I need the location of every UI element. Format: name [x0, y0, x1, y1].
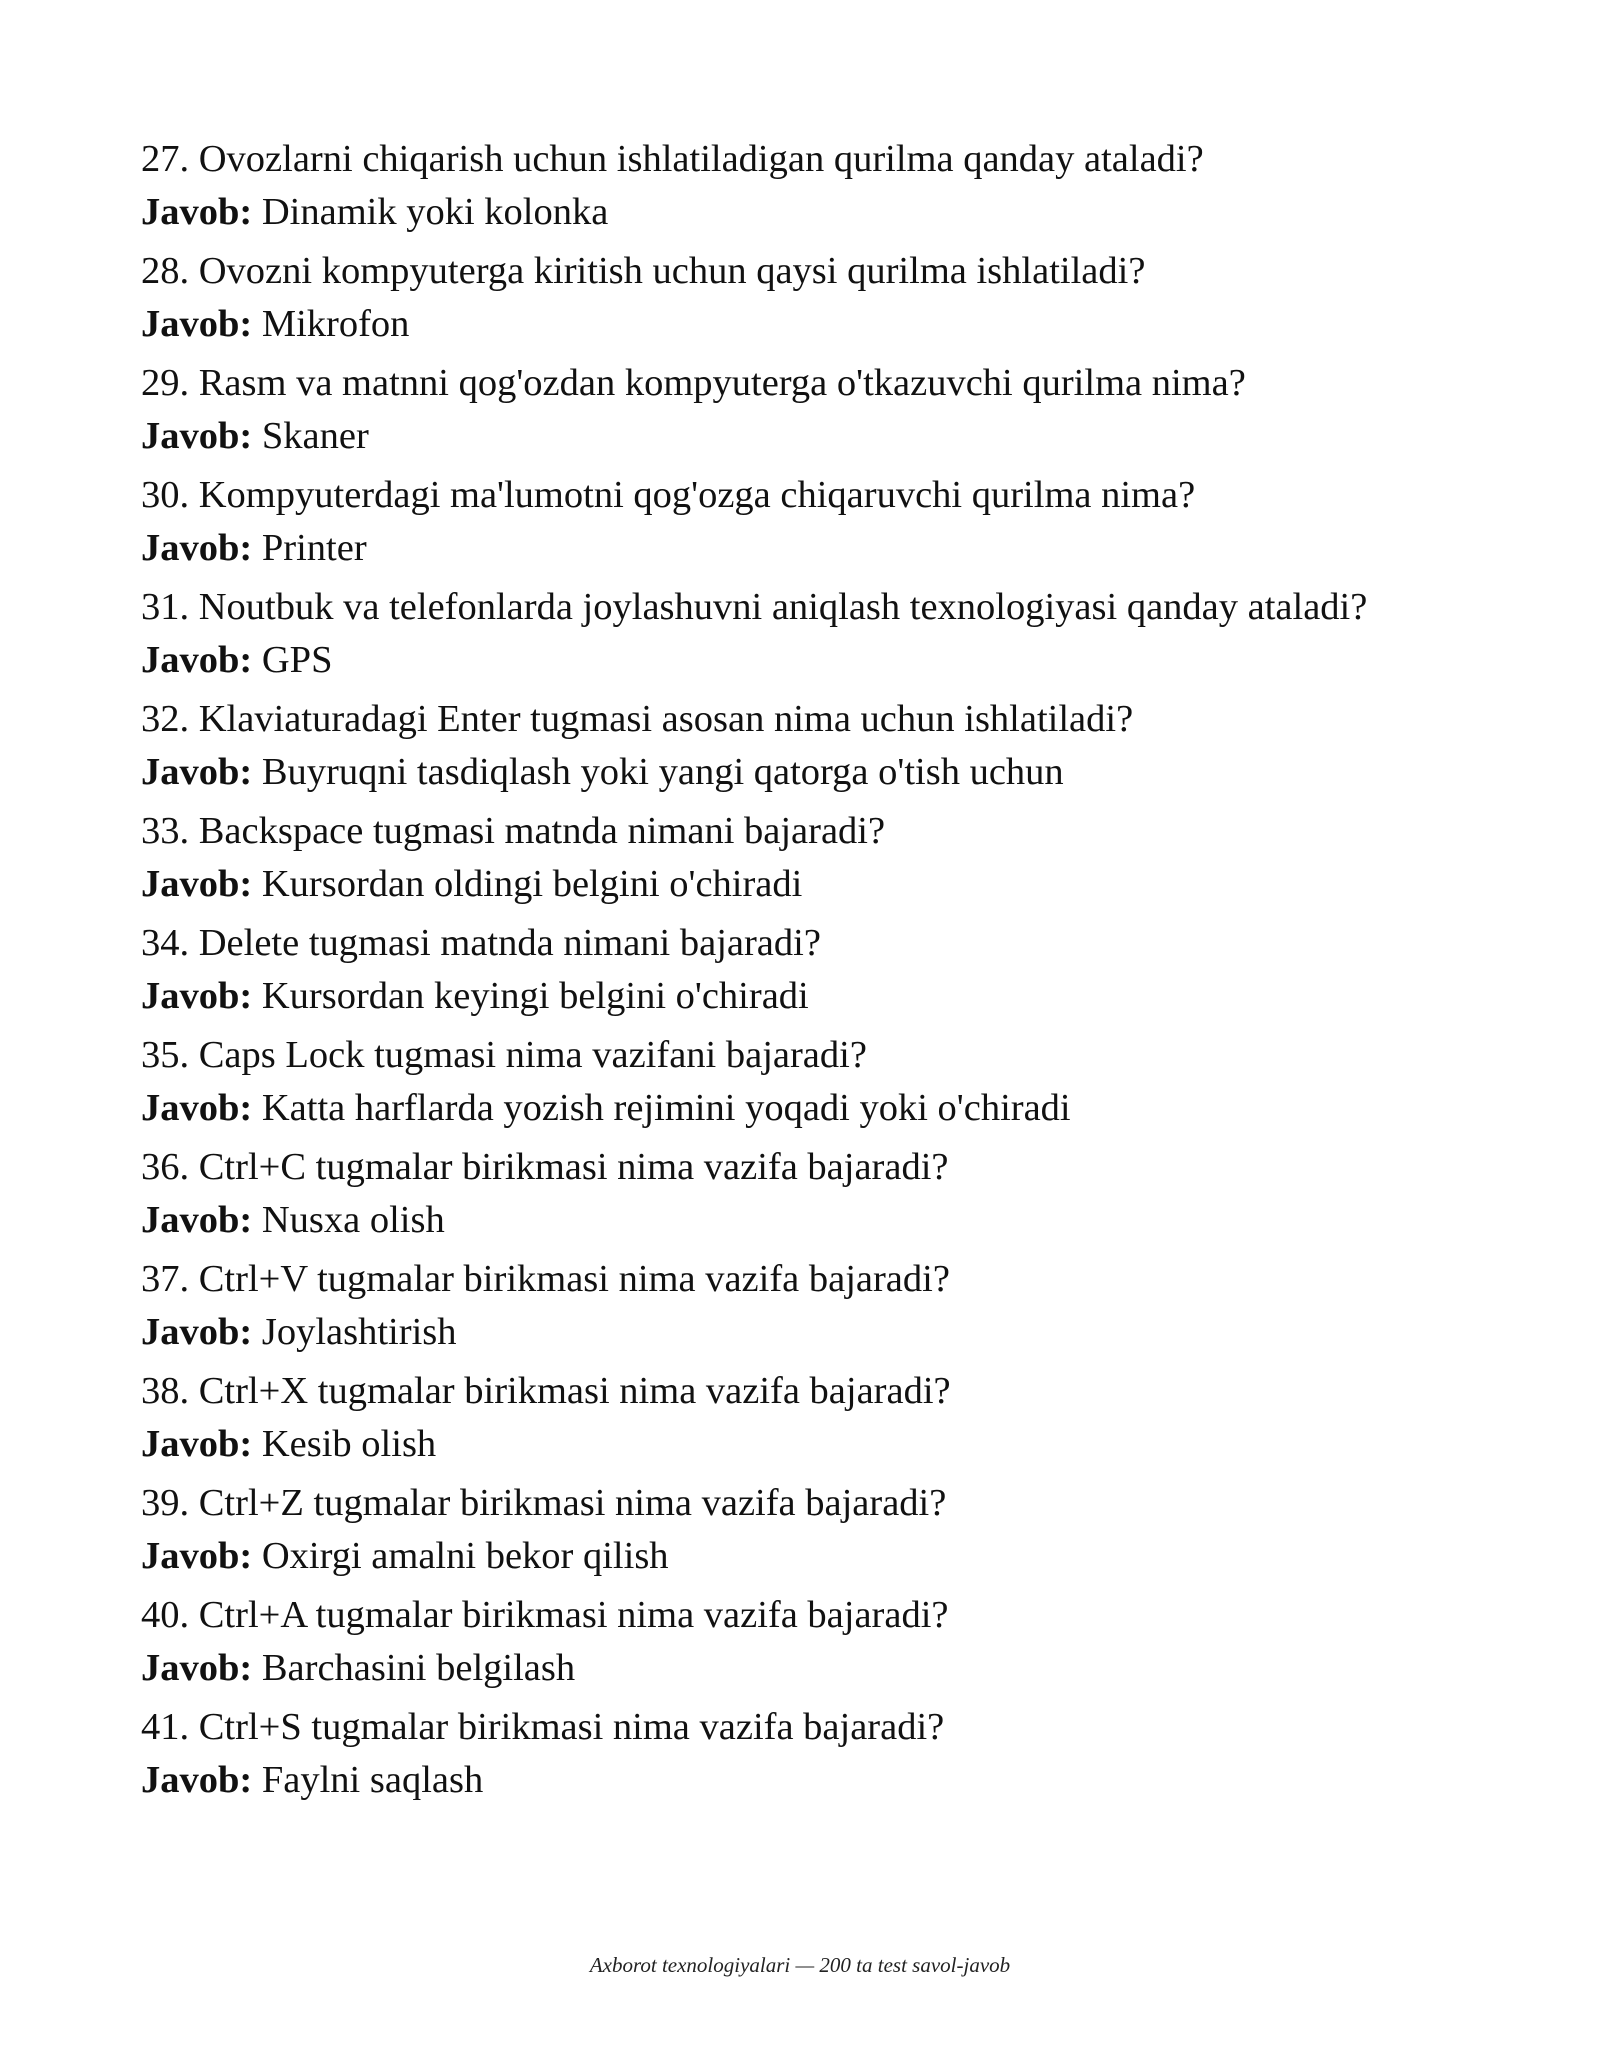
page-footer: Axborot texnologiyalari — 200 ta test savol-javob [589, 1953, 1011, 1977]
question-text: 38. Ctrl+X tugmalar birikmasi nima vazifa bajaradi? [141, 1370, 951, 1412]
question-text: 32. Klaviaturadagi Enter tugmasi asosan nima uchun ishlatiladi? [141, 698, 1134, 740]
answer-label: Javob: [141, 1535, 253, 1577]
qa-item [141, 1029, 1371, 1135]
answer-label: Javob: [141, 863, 253, 905]
answer-label: Javob: [141, 1311, 253, 1353]
qa-item [141, 1701, 1371, 1807]
question-text: 28. Ovozni kompyuterga kiritish uchun qaysi qurilma ishlatiladi? [141, 250, 1146, 292]
answer-text: Printer [261, 527, 367, 569]
question-text: 40. Ctrl+A tugmalar birikmasi nima vazifa bajaradi? [141, 1594, 949, 1636]
answer-text: Dinamik yoki kolonka [261, 191, 609, 233]
answer-text: Mikrofon [261, 303, 410, 345]
answer-text: Kursordan keyingi belgini o'chiradi [261, 975, 809, 1017]
answer-text: Nusxa olish [261, 1199, 445, 1241]
answer-text: Kesib olish [261, 1423, 437, 1465]
answer-text: Faylni saqlash [261, 1759, 484, 1801]
question-text: 31. Noutbuk va telefonlarda joylashuvni aniqlash texnologiyasi qanday ataladi? [141, 586, 1368, 628]
qa-item [141, 1253, 1371, 1359]
question-text: 30. Kompyuterdagi ma'lumotni qog'ozga chiqaruvchi qurilma nima? [141, 474, 1196, 516]
qa-list [141, 133, 1371, 1813]
answer-line [141, 858, 1371, 911]
qa-item [141, 1365, 1371, 1471]
answer-line [141, 1642, 1371, 1695]
answer-label: Javob: [141, 1647, 253, 1689]
answer-label: Javob: [141, 191, 253, 233]
qa-item [141, 469, 1371, 575]
answer-line [141, 634, 1371, 687]
answer-text: GPS [261, 639, 333, 681]
question-text: 36. Ctrl+C tugmalar birikmasi nima vazifa bajaradi? [141, 1146, 949, 1188]
answer-label: Javob: [141, 639, 253, 681]
question-text: 35. Caps Lock tugmasi nima vazifani bajaradi? [141, 1034, 867, 1076]
answer-label: Javob: [141, 1423, 253, 1465]
answer-line [141, 186, 1371, 239]
answer-text: Oxirgi amalni bekor qilish [261, 1535, 669, 1577]
question-text: 27. Ovozlarni chiqarish uchun ishlatiladigan qurilma qanday ataladi? [141, 138, 1204, 180]
qa-item [141, 1141, 1371, 1247]
question-text: 33. Backspace tugmasi matnda nimani bajaradi? [141, 810, 886, 852]
question-text: 39. Ctrl+Z tugmalar birikmasi nima vazifa bajaradi? [141, 1482, 947, 1524]
answer-line [141, 298, 1371, 351]
answer-line [141, 1754, 1371, 1807]
answer-text: Skaner [261, 415, 369, 457]
answer-label: Javob: [141, 1199, 253, 1241]
qa-item [141, 693, 1371, 799]
qa-item [141, 1589, 1371, 1695]
qa-item [141, 917, 1371, 1023]
answer-text: Barchasini belgilash [261, 1647, 576, 1689]
answer-text: Kursordan oldingi belgini o'chiradi [261, 863, 803, 905]
answer-label: Javob: [141, 1087, 253, 1129]
qa-item [141, 1477, 1371, 1583]
answer-label: Javob: [141, 1759, 253, 1801]
qa-item [141, 805, 1371, 911]
qa-item [141, 581, 1371, 687]
answer-line [141, 970, 1371, 1023]
answer-label: Javob: [141, 975, 253, 1017]
answer-line [141, 746, 1371, 799]
answer-line [141, 1194, 1371, 1247]
answer-line [141, 410, 1371, 463]
answer-label: Javob: [141, 415, 253, 457]
question-text: 29. Rasm va matnni qog'ozdan kompyuterga o'tkazuvchi qurilma nima? [141, 362, 1246, 404]
question-text: 41. Ctrl+S tugmalar birikmasi nima vazifa bajaradi? [141, 1706, 945, 1748]
qa-item [141, 245, 1371, 351]
answer-text: Joylashtirish [261, 1311, 457, 1353]
answer-line [141, 1306, 1371, 1359]
qa-item [141, 357, 1371, 463]
answer-text: Katta harflarda yozish rejimini yoqadi yoki o'chiradi [261, 1087, 1071, 1129]
answer-line [141, 1082, 1371, 1135]
answer-label: Javob: [141, 751, 253, 793]
answer-label: Javob: [141, 527, 253, 569]
question-text: 37. Ctrl+V tugmalar birikmasi nima vazifa bajaradi? [141, 1258, 950, 1300]
answer-label: Javob: [141, 303, 253, 345]
answer-line [141, 522, 1371, 575]
answer-line [141, 1530, 1371, 1583]
question-text: 34. Delete tugmasi matnda nimani bajaradi? [141, 922, 821, 964]
qa-item [141, 133, 1371, 239]
answer-text: Buyruqni tasdiqlash yoki yangi qatorga o'tish uchun [261, 751, 1064, 793]
answer-line [141, 1418, 1371, 1471]
